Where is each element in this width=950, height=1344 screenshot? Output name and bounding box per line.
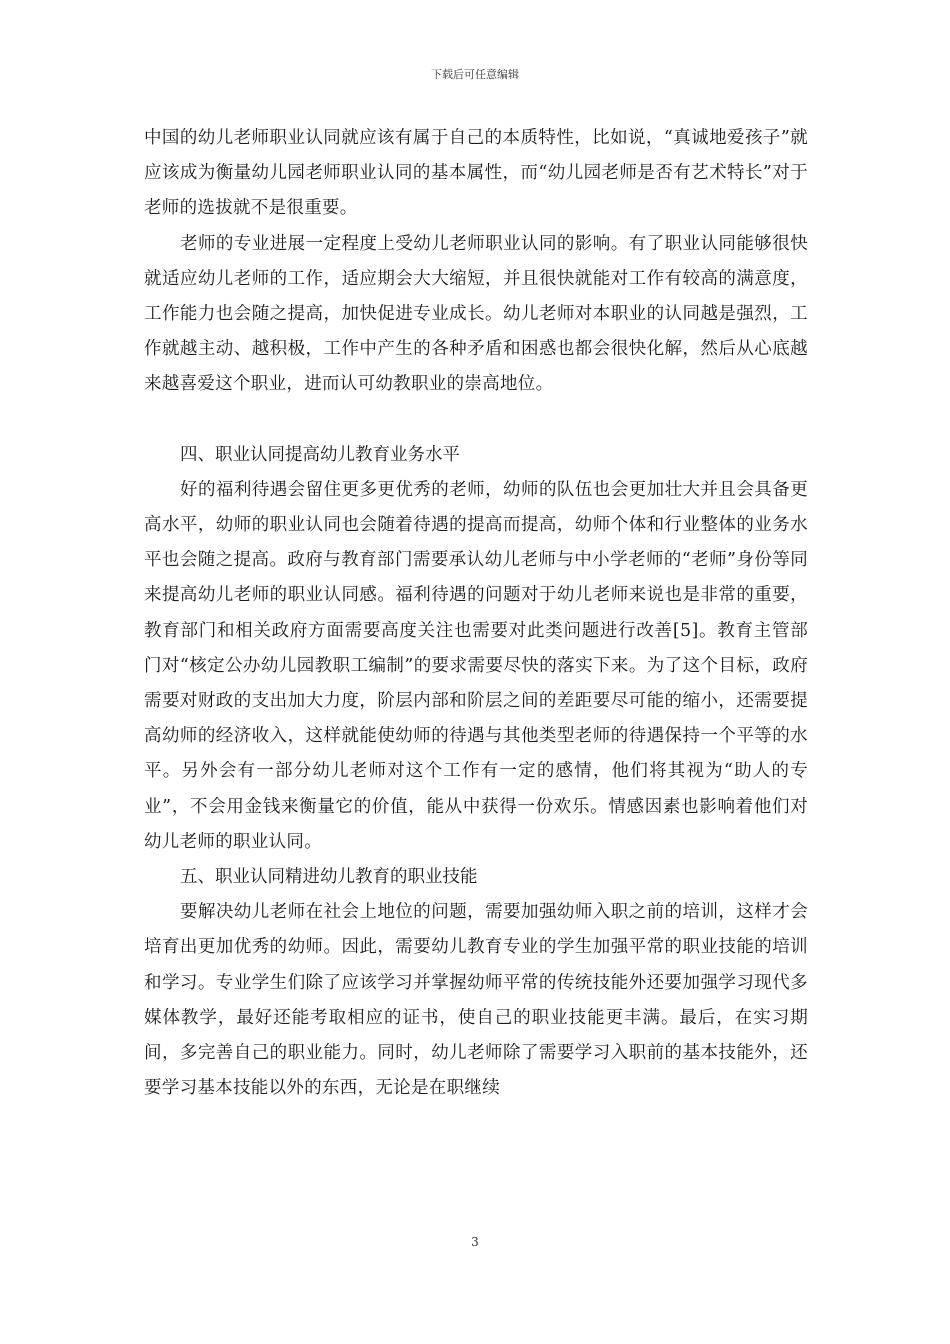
page-header: 下载后可任意编辑 (431, 68, 519, 81)
paragraph-gap (144, 403, 808, 438)
paragraph-skills: 要解决幼儿老师在社会上地位的问题，需要加强幼师入职之前的培训，这样才会培育出更加优秀的幼师。因此，需要幼儿教育专业的学生加强平常的职业技能的培训和学习。专业学生们除了应该学习并掌握幼师平常的传统技能外还要加强学习现代多媒体教学，最好还能考取相应的证书，使自己的职业技能更丰满。最后，在实习期间，多完善自己的职业能力。同时，幼儿老师除了需要学习入职前的基本技能外，还要学习基本技能以外的东西，无论是在职继续 (144, 902, 808, 1099)
section-heading-four: 四、职业认同提高幼儿教育业务水平 (180, 444, 460, 465)
section-heading-five: 五、职业认同精进幼儿教育的职业技能 (180, 867, 478, 888)
document-body (144, 121, 808, 1106)
page-number: 3 (471, 1235, 479, 1249)
paragraph-continued: 中国的幼儿老师职业认同就应该有属于自己的本质特性，比如说，“真诚地爱孩子”就应该成为衡量幼儿园老师职业认同的基本属性，而“幼儿园老师是否有艺术特长”对于老师的选拔就不是很重要。 (144, 128, 808, 219)
paragraph-welfare: 好的福利待遇会留住更多更优秀的老师，幼师的队伍也会更加壮大并且会具备更高水平，幼师的职业认同也会随着待遇的提高而提高，幼师个体和行业整体的业务水平也会随之提高。政府与教育部门需要承认幼儿老师与中小学老师的“老师”身份等同来提高幼儿老师的职业认同感。福利待遇的问题对于幼儿老师来说也是非常的重要，教育部门和相关政府方面需要高度关注也需要对此类问题进行改善[5]。教育主管部门对“核定公办幼儿园教职工编制”的要求需要尽快的落实下来。为了这个目标，政府需要对财政的支出加大力度，阶层内部和阶层之间的差距要尽可能的缩小，还需要提高幼师的经济收入，这样就能使幼师的待遇与其他类型老师的待遇保持一个平等的水平。另外会有一部分幼儿老师对这个工作有一定的感情，他们将其视为“助人的专业”，不会用金钱来衡量它的价值，能从中获得一份欢乐。情感因素也影响着他们对幼儿老师的职业认同。 (144, 479, 808, 852)
paragraph-professional-development: 老师的专业进展一定程度上受幼儿老师职业认同的影响。有了职业认同能够很快就适应幼儿老师的工作，适应期会大大缩短，并且很快就能对工作有较高的满意度，工作能力也会随之提高，加快促进专业成长。幼儿老师对本职业的认同越是强烈，工作就越主动、越积极，工作中产生的各种矛盾和困惑也都会很快化解，然后从心底越来越喜爱这个职业，进而认可幼教职业的崇高地位。 (144, 233, 808, 395)
